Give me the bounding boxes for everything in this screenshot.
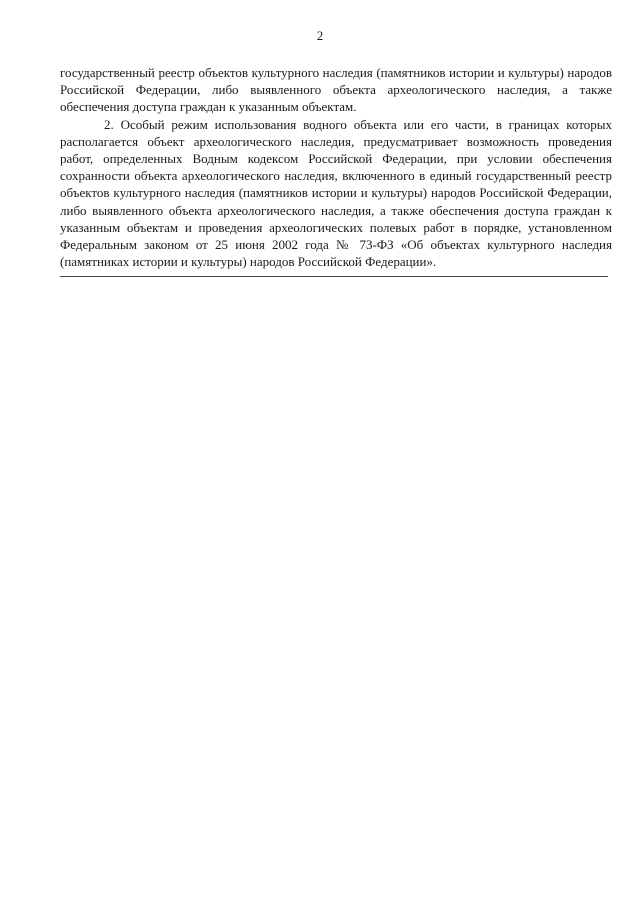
paragraph-item-2: 2. Особый режим использования водного объекта или его части, в границах которых располагается объект археологического наследия, предусматривает возможность проведения работ, определенных Водным кодексом Российской Федерации, при условии обеспечения сохранности объекта археологического наследия, включенного в единый государственный реестр объектов культурного наследия (памятников истории и культуры) народов Российской Федерации, либо выявленного объекта археологического наследия, а также обеспечения доступа граждан к указанным объектам и проведения археологических полевых работ в порядке, установленном Федеральным законом от 25 июня 2002 года № 73-ФЗ «Об объектах культурного наследия (памятниках истории и культуры) народов Российской Федерации».: [60, 116, 612, 270]
document-body: [60, 64, 612, 277]
end-divider-line: [60, 276, 608, 277]
paragraph-continuation: государственный реестр объектов культурного наследия (памятников истории и культуры) народов Российской Федерации, либо выявленного объекта археологического наследия, а также обеспечения доступа граждан к указанным объектам.: [60, 65, 612, 115]
page-number: 2: [316, 28, 324, 43]
